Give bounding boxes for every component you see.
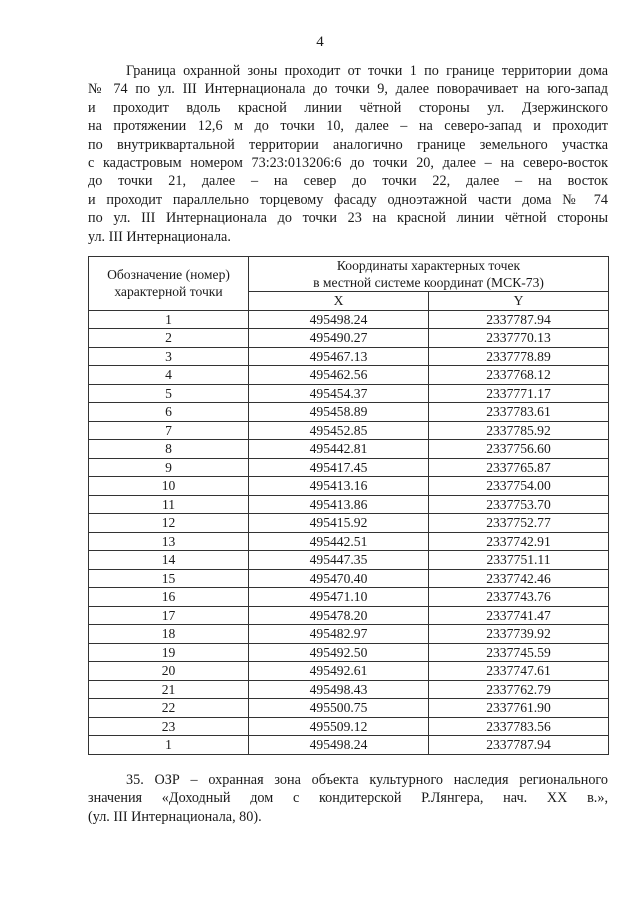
page-number: 4 [316,34,324,50]
table-row [89,717,609,736]
header-coords-line2: в местной системе координат (МСК-73) [313,275,544,290]
table-row [89,440,609,459]
boundary-description-line: по ул. III Интернационала до точки 23 на красной линии чётной стороны [88,210,608,227]
item-35-description [88,771,608,826]
cell-point: 19 [89,643,249,662]
table-row [89,310,609,329]
cell-x: 495447.35 [249,551,429,570]
cell-point: 12 [89,514,249,533]
cell-y: 2337783.61 [429,403,609,422]
cell-x: 495413.16 [249,477,429,496]
header-point-line1: Обозначение (номер) [107,267,230,283]
table-row [89,514,609,533]
table-row [89,625,609,644]
header-point-line2: характерной точки [114,284,223,300]
cell-x: 495509.12 [249,717,429,736]
cell-y: 2337754.00 [429,477,609,496]
cell-y: 2337752.77 [429,514,609,533]
cell-x: 495498.24 [249,736,429,755]
table-row [89,495,609,514]
cell-x: 495498.43 [249,680,429,699]
cell-y: 2337739.92 [429,625,609,644]
cell-y: 2337787.94 [429,736,609,755]
cell-x: 495467.13 [249,347,429,366]
boundary-description-line: и проходит параллельно торцевому фасаду одноэтажной части дома № 74 [88,191,608,208]
cell-y: 2337783.56 [429,717,609,736]
item-35-line: значения «Доходный дом с кондитерской Р.Лянгера, нач. XX в.», [88,790,608,807]
cell-point: 16 [89,588,249,607]
table-row [89,477,609,496]
cell-y: 2337787.94 [429,310,609,329]
table-row [89,551,609,570]
boundary-description-line: и проходит вдоль красной линии чётной стороны ул. Дзержинского [88,99,608,116]
cell-y: 2337741.47 [429,606,609,625]
boundary-description-line: до точки 21, далее – на север до точки 22, далее – на восток [88,173,608,190]
table-row [89,588,609,607]
cell-point: 14 [89,551,249,570]
cell-y: 2337747.61 [429,662,609,681]
boundary-description-line: на протяжении 12,6 м до точки 10, далее – на северо-запад и проходит [88,118,608,135]
item-35-line: 35. ОЗР – охранная зона объекта культурного наследия регионального [126,772,608,788]
cell-point: 5 [89,384,249,403]
cell-point: 18 [89,625,249,644]
cell-point: 2 [89,329,249,348]
cell-y: 2337743.76 [429,588,609,607]
header-y: Y [429,292,609,311]
cell-point: 1 [89,736,249,755]
cell-y: 2337785.92 [429,421,609,440]
table-row [89,421,609,440]
cell-y: 2337756.60 [429,440,609,459]
cell-x: 495470.40 [249,569,429,588]
cell-point: 11 [89,495,249,514]
boundary-description-line: Граница охранной зоны проходит от точки 1 по границе территории дома [126,63,608,79]
item-35-line: (ул. III Интернационала, 80). [88,808,262,825]
cell-y: 2337753.70 [429,495,609,514]
boundary-description-line: по внутриквартальной территории аналогично границе земельного участка [88,136,608,153]
cell-x: 495490.27 [249,329,429,348]
cell-y: 2337762.79 [429,680,609,699]
cell-y: 2337761.90 [429,699,609,718]
table-row [89,347,609,366]
coordinates-rows [89,310,609,754]
cell-point: 6 [89,403,249,422]
cell-x: 495492.50 [249,643,429,662]
cell-x: 495452.85 [249,421,429,440]
cell-x: 495417.45 [249,458,429,477]
table-row [89,680,609,699]
cell-point: 13 [89,532,249,551]
table-row [89,384,609,403]
boundary-description-line: ул. III Интернационала. [88,228,231,245]
table-row [89,643,609,662]
cell-x: 495482.97 [249,625,429,644]
cell-x: 495442.81 [249,440,429,459]
cell-point: 22 [89,699,249,718]
cell-y: 2337742.46 [429,569,609,588]
cell-x: 495478.20 [249,606,429,625]
table-row [89,532,609,551]
cell-point: 10 [89,477,249,496]
cell-point: 1 [89,310,249,329]
cell-y: 2337742.91 [429,532,609,551]
cell-point: 20 [89,662,249,681]
boundary-description-line: № 74 по ул. III Интернационала до точки 9, далее поворачивает на юго-запад [88,81,608,98]
cell-point: 21 [89,680,249,699]
table-row [89,699,609,718]
cell-point: 8 [89,440,249,459]
cell-y: 2337768.12 [429,366,609,385]
cell-y: 2337751.11 [429,551,609,570]
table-row [89,662,609,681]
header-x: X [249,292,429,311]
cell-point: 23 [89,717,249,736]
table-row [89,403,609,422]
cell-x: 495454.37 [249,384,429,403]
table-row [89,606,609,625]
cell-y: 2337745.59 [429,643,609,662]
table-row [89,736,609,755]
header-coords-line1: Координаты характерных точек [336,258,521,273]
cell-x: 495458.89 [249,403,429,422]
cell-point: 4 [89,366,249,385]
cell-y: 2337778.89 [429,347,609,366]
table-row [89,366,609,385]
cell-y: 2337770.13 [429,329,609,348]
coordinates-table [88,256,609,755]
cell-x: 495442.51 [249,532,429,551]
cell-y: 2337771.17 [429,384,609,403]
cell-point: 9 [89,458,249,477]
cell-point: 15 [89,569,249,588]
cell-point: 7 [89,421,249,440]
cell-y: 2337765.87 [429,458,609,477]
cell-x: 495500.75 [249,699,429,718]
cell-x: 495498.24 [249,310,429,329]
cell-point: 17 [89,606,249,625]
cell-x: 495471.10 [249,588,429,607]
boundary-description [88,62,608,246]
cell-point: 3 [89,347,249,366]
cell-x: 495415.92 [249,514,429,533]
header-point-designation [89,257,249,311]
table-row [89,569,609,588]
table-row [89,458,609,477]
cell-x: 495413.86 [249,495,429,514]
table-row [89,329,609,348]
boundary-description-line: с кадастровым номером 73:23:013206:6 до точки 20, далее – на северо-восток [88,155,608,172]
header-coordinates [249,257,609,292]
cell-x: 495492.61 [249,662,429,681]
cell-x: 495462.56 [249,366,429,385]
